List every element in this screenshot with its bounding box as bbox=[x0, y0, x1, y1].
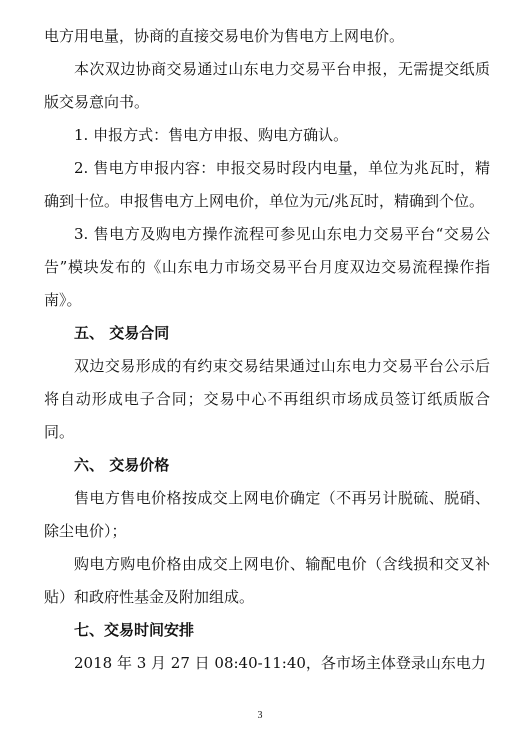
paragraph-operation-process: 3. 售电方及购电方操作流程可参见山东电力交易平台“交易公告”模块发布的《山东电力市场交易平台月度双边交易流程操作指南》。 bbox=[44, 225, 490, 309]
section-heading-price: 六、 交易价格 bbox=[74, 456, 170, 474]
paragraph-buyer-price: 购电方购电价格由成交上网电价、输配电价（含线损和交叉补贴）和政府性基金及附加组成。 bbox=[44, 555, 490, 606]
section-heading-contract: 五、 交易合同 bbox=[74, 324, 170, 342]
section-heading-schedule: 七、交易时间安排 bbox=[74, 621, 195, 639]
paragraph-seller-price: 售电方售电价格按成交上网电价确定（不再另计脱硫、脱硝、除尘电价）； bbox=[44, 489, 490, 540]
paragraph-declaration-method: 1. 申报方式：售电方申报、购电方确认。 bbox=[74, 126, 349, 144]
paragraph-contract: 双边交易形成的有约束交易结果通过山东电力交易平台公示后将自动形成电子合同；交易中心不再组织市场成员签订纸质版合同。 bbox=[44, 357, 490, 441]
document-page bbox=[44, 20, 490, 680]
page-number: 3 bbox=[257, 710, 263, 721]
paragraph-schedule: 2018 年 3 月 27 日 08:40-11:40，各市场主体登录山东电力 bbox=[74, 654, 486, 672]
paragraph-declaration-content: 2. 售电方申报内容：申报交易时段内电量，单位为兆瓦时，精确到十位。申报售电方上网电价，单位为元/兆瓦时，精确到个位。 bbox=[44, 159, 490, 210]
paragraph-continuation: 电方用电量，协商的直接交易电价为售电方上网电价。 bbox=[44, 27, 405, 45]
paragraph-platform-declaration: 本次双边协商交易通过山东电力交易平台申报，无需提交纸质版交易意向书。 bbox=[44, 60, 490, 111]
